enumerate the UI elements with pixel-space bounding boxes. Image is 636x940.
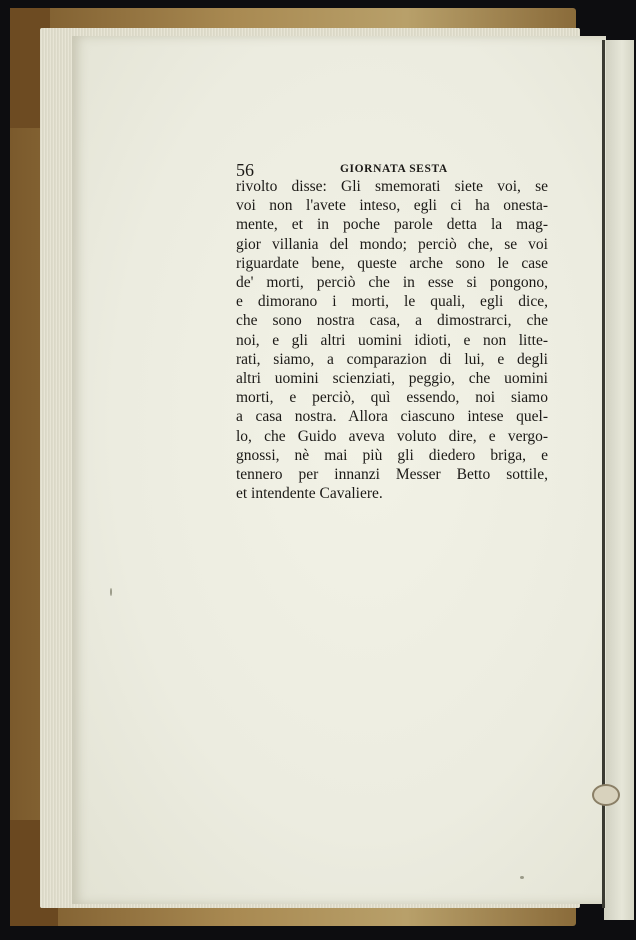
gutter [602, 40, 605, 908]
text-line: a casa nostra. Allora ciascuno intese quel- [236, 408, 548, 426]
page-number: 56 [236, 160, 254, 180]
running-head: GIORNATA SESTA [340, 163, 448, 175]
text-line: rivolto disse: Gli smemorati siete voi, se [236, 178, 548, 195]
text-line: voi non l'avete inteso, egli ci ha onesta- [236, 197, 548, 215]
text-line: de' morti, perciò che in esse si pongono, [236, 274, 548, 292]
text-line: gior villania del mondo; perciò che, se voi [236, 235, 548, 253]
text-line: mente, et in poche parole detta la mag- [236, 216, 548, 234]
page-speck [110, 588, 112, 596]
binding-thread [592, 784, 620, 806]
text-line: gnossi, nè mai più gli diedero briga, e [236, 446, 548, 464]
page-speck [520, 876, 524, 879]
text-line: e dimorano i morti, le quali, egli dice, [236, 293, 548, 311]
text-line: che sono nostra casa, a dimostrarci, che [236, 312, 548, 330]
text-line: morti, e perciò, quì essendo, noi siamo [236, 389, 548, 407]
text-line: rati, siamo, a comparazion di lui, e degli [236, 350, 548, 368]
text-line: lo, che Guido aveva voluto dire, e vergo- [236, 427, 548, 445]
text-line: et intendente Cavaliere. [236, 485, 383, 503]
text-line: noi, e gli altri uomini idioti, e non litte- [236, 331, 548, 349]
body-text [236, 177, 548, 503]
text-line: tennero per innanzi Messer Betto sottile, [236, 466, 548, 484]
text-line: altri uomini scienziati, peggio, che uomini [236, 370, 548, 388]
text-line: riguardate bene, queste arche sono le case [236, 254, 548, 272]
